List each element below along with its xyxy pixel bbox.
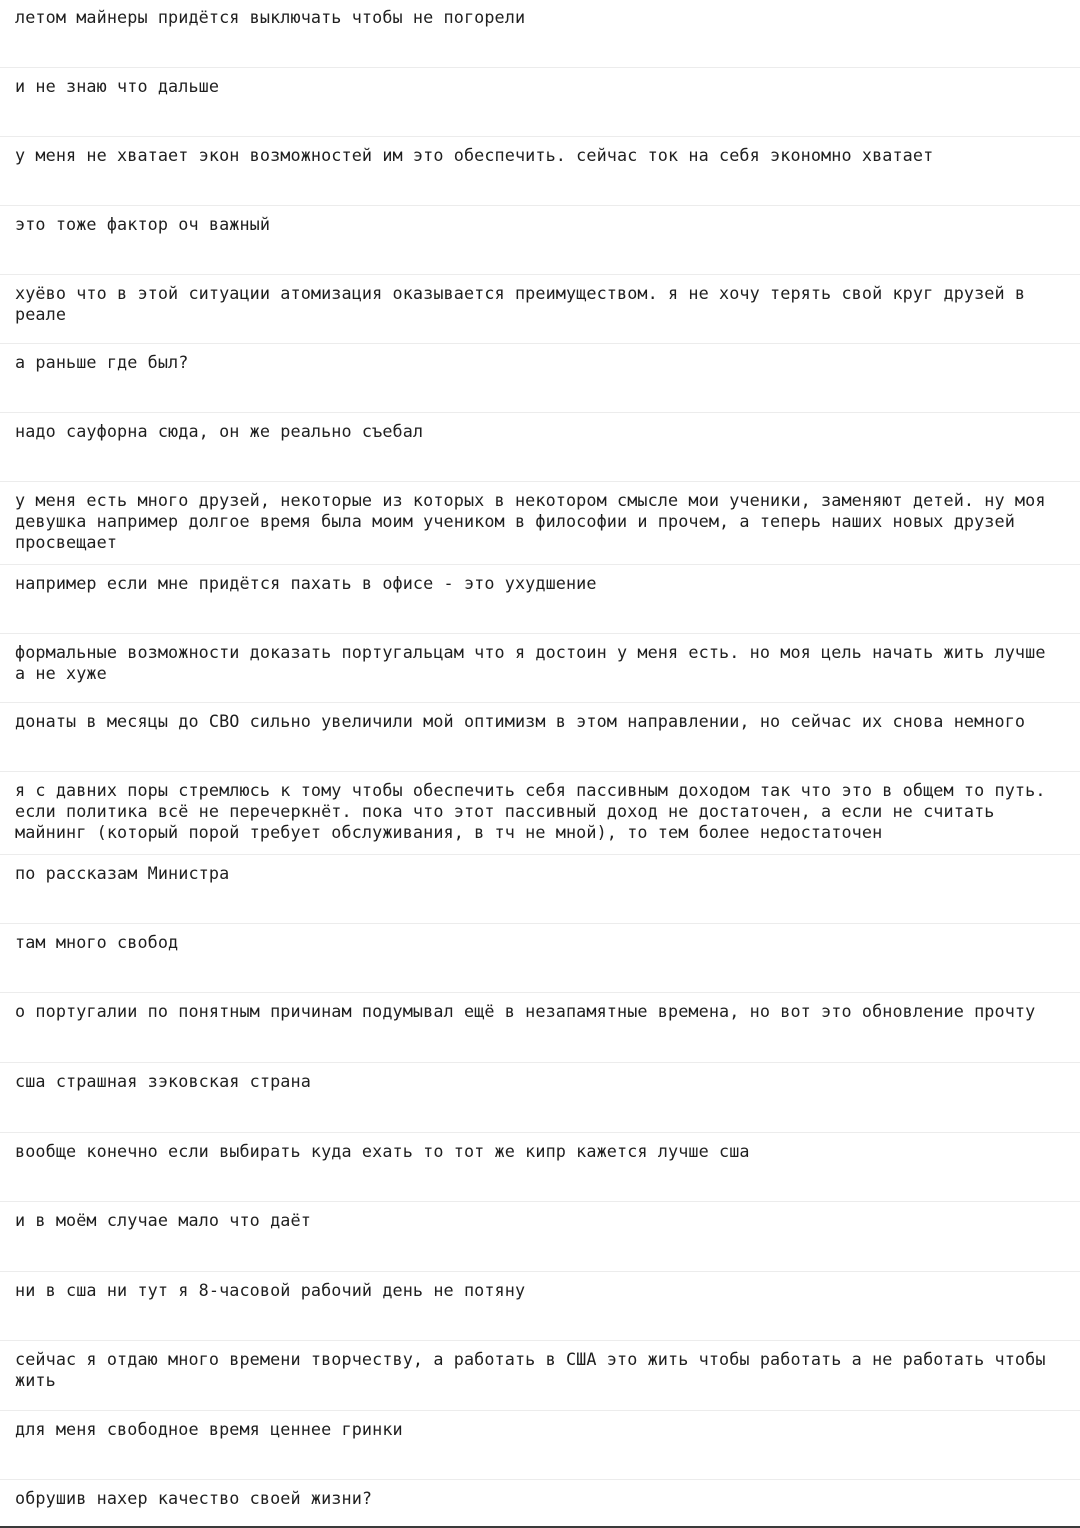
list-item[interactable] — [0, 1273, 1080, 1341]
list-item[interactable] — [0, 1064, 1080, 1133]
list-item[interactable] — [0, 994, 1080, 1063]
message-text: по рассказам Министра — [15, 863, 230, 883]
message-text: у меня есть много друзей, некоторые из которых в некотором смысле мои ученики, заменяют детей. ну моя девушка например долгое время была моим учеником в философии и прочем, а теперь наших новых друзей просвещает — [15, 490, 1056, 552]
list-item[interactable] — [0, 856, 1080, 924]
list-item[interactable] — [0, 0, 1080, 68]
list-item[interactable] — [0, 1203, 1080, 1272]
message-text: надо сауфорна сюда, он же реально съебал — [15, 421, 424, 441]
list-item[interactable] — [0, 925, 1080, 993]
message-text: там много свобод — [15, 932, 179, 952]
message-text: у меня не хватает экон возможностей им это обеспечить. сейчас ток на себя экономно хватает — [15, 145, 934, 165]
list-item[interactable] — [0, 276, 1080, 344]
list-item[interactable] — [0, 566, 1080, 634]
message-text: ни в сша ни тут я 8-часовой рабочий день не потяну — [15, 1280, 526, 1300]
message-text: например если мне придётся пахать в офисе - это ухудшение — [15, 573, 597, 593]
list-item[interactable] — [0, 1134, 1080, 1202]
message-text: и не знаю что дальше — [15, 76, 220, 96]
message-text: хуёво что в этой ситуации атомизация оказывается преимуществом. я не хочу терять свой круг друзей в реале — [15, 283, 1036, 324]
list-item[interactable] — [0, 1412, 1080, 1480]
message-text: обрушив нахер качество своей жизни? — [15, 1488, 373, 1508]
message-text: о португалии по понятным причинам подумывал ещё в незапамятные времена, но вот это обновление прочту — [15, 1001, 1036, 1021]
message-text: это тоже фактор оч важный — [15, 214, 271, 234]
list-item[interactable] — [0, 773, 1080, 855]
message-text: вообще конечно если выбирать куда ехать то тот же кипр кажется лучше сша — [15, 1141, 750, 1161]
message-text: донаты в месяцы до СВО сильно увеличили мой оптимизм в этом направлении, но сейчас их снова немного — [15, 711, 1026, 731]
message-text: для меня свободное время ценнее гринки — [15, 1419, 403, 1439]
message-text: сейчас я отдаю много времени творчеству, а работать в США это жить чтобы работать а не работать чтобы жить — [15, 1349, 1056, 1390]
list-item[interactable] — [0, 345, 1080, 413]
list-item[interactable] — [0, 1481, 1080, 1526]
message-text: а раньше где был? — [15, 352, 189, 372]
list-item[interactable] — [0, 69, 1080, 137]
list-item[interactable] — [0, 635, 1080, 703]
message-text: и в моём случае мало что даёт — [15, 1210, 311, 1230]
message-text: сша страшная зэковская страна — [15, 1071, 311, 1091]
list-item[interactable] — [0, 138, 1080, 206]
message-text: летом майнеры придётся выключать чтобы не погорели — [15, 7, 526, 27]
message-text: я с давних поры стремлюсь к тому чтобы обеспечить себя пассивным доходом так что это в общем то путь. если политика всё не перечеркнёт. пока что этот пассивный доход не достаточен, а если не считать майнинг (который порой требует обслуживания, в тч не мной), то тем более недостаточен — [15, 780, 1056, 842]
list-item[interactable] — [0, 704, 1080, 772]
list-item[interactable] — [0, 483, 1080, 565]
list-item[interactable] — [0, 1342, 1080, 1411]
message-text: формальные возможности доказать португальцам что я достоин у меня есть. но моя цель начать жить лучше а не хуже — [15, 642, 1056, 683]
list-item[interactable] — [0, 414, 1080, 482]
list-item[interactable] — [0, 207, 1080, 275]
